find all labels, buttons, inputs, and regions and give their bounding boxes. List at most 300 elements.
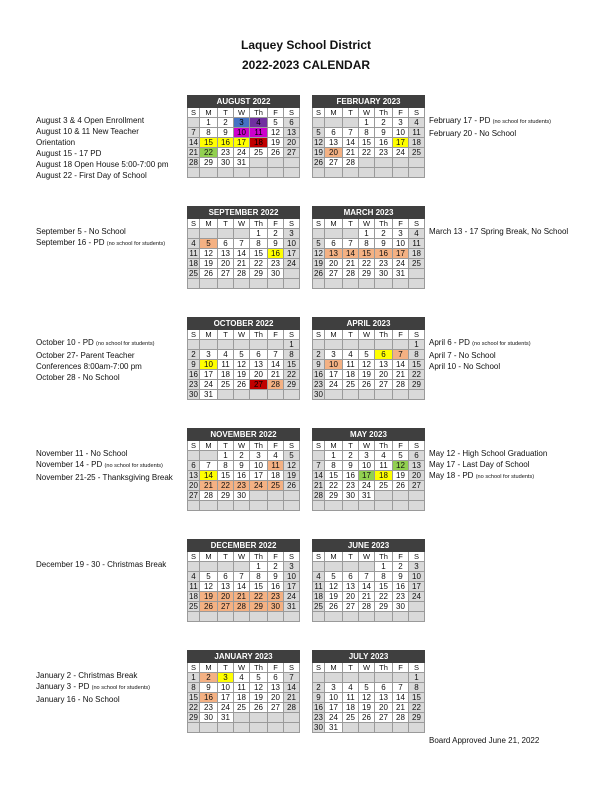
day-cell: 7 [268,350,284,360]
day-cell: 25 [189,268,198,278]
empty-cell [325,501,343,511]
weekday-header: T [343,663,359,673]
day-cell: 30 [393,602,409,612]
day-cell: 15 [359,138,375,148]
day-cell: 27 [409,481,425,491]
day-cell: 5 [250,673,268,683]
day-cell: 21 [234,592,250,602]
empty-cell [343,390,359,400]
weekday-header: F [393,330,409,340]
day-cell: 1 [359,118,375,128]
day-cell: 19 [325,592,343,602]
day-cell: 1 [409,340,425,350]
note-line [36,361,154,372]
day-cell: 16 [314,702,323,712]
calendar-title: 2022-2023 CALENDAR [241,58,371,72]
empty-cell [218,168,234,178]
empty-cell [188,168,200,178]
day-cell: 30 [268,269,284,279]
weekday-header: W [359,108,375,118]
day-cell: 30 [189,389,198,399]
day-cell: 4 [313,572,325,582]
empty-cell [409,279,425,289]
day-cell: 9 [268,572,284,582]
day-cell: 26 [200,602,218,612]
day-cell: 10 [234,128,250,138]
day-cell: 30 [268,602,284,612]
day-cell: 4 [375,451,393,461]
weekday-header: T [218,108,234,118]
day-cell: 27 [325,158,343,168]
day-cell: 27 [268,703,284,713]
note-text: October 10 - PD [36,338,97,347]
weekday-header: S [409,441,425,451]
day-cell: 2 [218,118,234,128]
day-cell: 23 [189,379,198,389]
empty-cell [409,501,425,511]
note-text: November 11 - No School [36,449,128,458]
empty-cell [234,390,250,400]
month-calendar [187,650,300,733]
day-cell: 6 [375,350,393,360]
note-group [36,670,150,705]
weekday-header: T [218,330,234,340]
day-cell: 16 [200,693,218,703]
empty-cell [218,562,234,572]
empty-cell [284,713,300,723]
empty-cell [268,390,284,400]
empty-cell [375,612,393,622]
day-cell: 23 [314,712,323,722]
day-cell: 10 [200,360,218,370]
day-cell: 2 [343,451,359,461]
note-line [36,559,166,570]
weekday-header: Th [375,108,393,118]
empty-cell [375,390,393,400]
empty-cell [250,158,268,168]
day-cell: 21 [200,481,218,491]
day-cell: 21 [189,147,198,157]
empty-cell [200,279,218,289]
note-group [36,115,169,181]
month-calendar [312,95,425,178]
weekday-header: Th [250,441,268,451]
day-cell: 21 [234,259,250,269]
weekday-header: F [393,552,409,562]
weekday-header: F [268,219,284,229]
weekday-header: S [409,219,425,229]
empty-cell [313,562,325,572]
day-cell: 10 [284,239,300,249]
note-line [36,681,150,694]
note-text: August 3 & 4 Open Enrollment [36,116,145,125]
day-cell: 14 [359,582,375,592]
empty-cell [268,168,284,178]
day-cell: 2 [375,118,393,128]
weekday-header: Th [250,108,268,118]
day-cell: 5 [393,451,409,461]
day-cell: 14 [393,693,409,703]
day-cell: 31 [359,491,375,501]
day-cell: 14 [189,137,198,147]
day-cell: 25 [409,148,425,158]
day-cell: 20 [250,370,268,380]
day-cell: 15 [284,360,300,370]
month-calendar [312,206,425,289]
day-cell: 27 [325,269,343,279]
day-cell: 25 [375,481,393,491]
note-text: May 17 - Last Day of School [429,460,530,469]
weekday-header: S [188,330,200,340]
note-line [429,448,547,459]
weekday-header: S [313,552,325,562]
note-text: Orientation [36,138,76,147]
weekday-header: S [284,441,300,451]
day-cell: 29 [218,491,234,501]
day-cell: 28 [343,158,359,168]
note-line [36,115,169,126]
empty-cell [359,673,375,683]
day-cell: 6 [284,118,300,128]
day-cell: 9 [188,360,200,370]
day-cell: 12 [314,248,323,258]
day-cell: 4 [268,451,284,461]
weekday-header: M [325,108,343,118]
day-cell: 11 [343,693,359,703]
weekday-header: S [313,441,325,451]
day-cell: 24 [284,259,300,269]
note-subtext: (no school for students) [106,241,166,247]
empty-cell [268,723,284,733]
note-line [429,115,551,128]
day-cell: 29 [325,491,343,501]
day-cell: 12 [393,461,409,471]
day-cell: 28 [343,269,359,279]
day-cell: 4 [409,118,425,128]
day-cell: 30 [314,722,323,732]
day-cell: 20 [189,480,198,490]
weekday-header: S [188,219,200,229]
day-cell: 11 [409,128,425,138]
day-cell: 4 [234,673,250,683]
empty-cell [250,390,268,400]
day-cell: 31 [393,269,409,279]
empty-cell [284,501,300,511]
day-cell: 28 [393,713,409,723]
day-cell: 2 [200,673,218,683]
day-cell: 8 [284,350,300,360]
day-cell: 19 [250,693,268,703]
empty-cell [343,562,359,572]
weekday-header: M [200,330,218,340]
day-cell: 17 [393,138,409,148]
day-cell: 2 [375,229,393,239]
day-cell: 3 [200,350,218,360]
empty-cell [409,723,425,733]
weekday-header: S [313,219,325,229]
empty-cell [325,118,343,128]
day-cell: 5 [313,128,325,138]
empty-cell [393,158,409,168]
empty-cell [268,340,284,350]
day-cell: 30 [314,389,323,399]
note-line [36,226,165,237]
day-cell: 25 [314,601,323,611]
day-cell: 24 [200,380,218,390]
day-cell: 25 [343,380,359,390]
day-cell: 25 [218,380,234,390]
empty-cell [393,612,409,622]
day-cell: 15 [409,693,425,703]
note-subtext: (no school for students) [475,474,535,480]
empty-cell [409,269,425,279]
day-cell: 28 [359,602,375,612]
day-cell: 13 [375,693,393,703]
weekday-header: W [234,552,250,562]
day-cell: 12 [359,693,375,703]
weekday-header: F [268,441,284,451]
weekday-header: M [325,330,343,340]
day-cell: 25 [250,148,268,158]
note-line [36,694,150,705]
empty-cell [284,158,300,168]
note-text: January 16 - No School [36,695,120,704]
weekday-header: W [234,330,250,340]
day-cell: 6 [218,239,234,249]
day-cell: 16 [234,471,250,481]
note-line [429,128,551,139]
day-cell: 27 [375,380,393,390]
day-cell: 10 [325,360,343,370]
note-line [36,459,173,472]
day-cell: 12 [200,582,218,592]
day-cell: 3 [393,229,409,239]
empty-cell [343,229,359,239]
day-cell: 22 [250,259,268,269]
day-cell: 5 [268,118,284,128]
month-calendar [187,317,300,400]
weekday-header: Th [250,663,268,673]
day-cell: 5 [200,572,218,582]
day-cell: 16 [375,138,393,148]
weekday-header: M [325,441,343,451]
weekday-header: S [284,219,300,229]
weekday-header: M [200,441,218,451]
day-cell: 25 [234,703,250,713]
empty-cell [359,279,375,289]
empty-cell [375,673,393,683]
month-calendar [187,428,300,511]
empty-cell [200,168,218,178]
empty-cell [250,612,268,622]
empty-cell [313,612,325,622]
day-cell: 21 [393,703,409,713]
day-cell: 18 [409,249,425,259]
note-group [36,559,166,570]
weekday-header: F [393,219,409,229]
day-cell: 8 [359,128,375,138]
note-text: April 6 - PD [429,338,473,347]
day-cell: 21 [359,592,375,602]
empty-cell [234,340,250,350]
day-cell: 11 [189,248,198,258]
day-cell: 26 [314,157,323,167]
day-cell: 27 [343,602,359,612]
day-cell: 25 [189,601,198,611]
day-cell: 6 [325,128,343,138]
day-cell: 24 [393,148,409,158]
day-cell: 31 [200,390,218,400]
day-cell: 4 [343,350,359,360]
day-cell: 28 [234,269,250,279]
note-line [429,459,547,470]
day-cell: 25 [343,713,359,723]
day-cell: 12 [268,128,284,138]
day-cell: 19 [314,258,323,268]
day-cell: 28 [393,380,409,390]
empty-cell [218,501,234,511]
note-line [429,735,539,746]
day-cell: 7 [188,128,200,138]
note-text: February 17 - PD [429,116,493,125]
weekday-header: S [313,108,325,118]
day-cell: 2 [393,562,409,572]
day-cell: 18 [375,471,393,481]
day-cell: 10 [218,683,234,693]
day-cell: 26 [234,380,250,390]
day-cell: 8 [188,683,200,693]
empty-cell [393,279,409,289]
day-cell: 11 [268,461,284,471]
day-cell: 6 [188,461,200,471]
empty-cell [234,501,250,511]
day-cell: 3 [359,451,375,461]
day-cell: 3 [409,562,425,572]
day-cell: 1 [200,118,218,128]
day-cell: 27 [250,380,268,390]
day-cell: 1 [188,673,200,683]
empty-cell [313,340,325,350]
empty-cell [234,713,250,723]
day-cell: 8 [325,461,343,471]
day-cell: 9 [343,461,359,471]
day-cell: 4 [218,350,234,360]
day-cell: 9 [393,572,409,582]
empty-cell [375,501,393,511]
day-cell: 4 [250,118,268,128]
weekday-header: W [234,219,250,229]
day-cell: 31 [284,602,300,612]
day-cell: 17 [284,582,300,592]
empty-cell [343,118,359,128]
day-cell: 26 [284,481,300,491]
day-cell: 1 [375,562,393,572]
day-cell: 13 [325,138,343,148]
day-cell: 21 [268,370,284,380]
day-cell: 29 [284,380,300,390]
weekday-header: W [234,441,250,451]
day-cell: 26 [200,269,218,279]
day-cell: 2 [313,350,325,360]
note-line [429,350,531,361]
note-line [36,448,173,459]
day-cell: 5 [313,239,325,249]
note-text: May 12 - High School Graduation [429,449,548,458]
weekday-header: F [268,663,284,673]
empty-cell [375,491,393,501]
empty-cell [313,118,325,128]
note-text: October 27- Parent Teacher [36,351,135,360]
empty-cell [250,279,268,289]
day-cell: 5 [359,683,375,693]
day-cell: 20 [343,592,359,602]
day-cell: 6 [325,239,343,249]
day-cell: 22 [325,481,343,491]
day-cell: 23 [218,148,234,158]
empty-cell [200,562,218,572]
day-cell: 16 [189,369,198,379]
day-cell: 1 [409,673,425,683]
note-text: April 7 - No School [429,351,496,360]
month-calendar [187,95,300,178]
day-cell: 12 [250,683,268,693]
day-cell: 22 [218,481,234,491]
empty-cell [188,562,200,572]
note-group [36,448,173,483]
note-group [36,337,154,383]
day-cell: 22 [359,259,375,269]
empty-cell [409,168,425,178]
empty-cell [284,612,300,622]
weekday-header: F [393,663,409,673]
month-calendar [312,539,425,622]
day-cell: 6 [409,451,425,461]
day-cell: 9 [313,693,325,703]
day-cell: 14 [393,360,409,370]
weekday-header: Th [375,219,393,229]
empty-cell [393,673,409,683]
day-cell: 20 [218,259,234,269]
day-cell: 26 [393,481,409,491]
empty-cell [250,723,268,733]
day-cell: 23 [393,592,409,602]
empty-cell [218,279,234,289]
day-cell: 3 [250,451,268,461]
day-cell: 17 [234,138,250,148]
day-cell: 30 [234,491,250,501]
empty-cell [313,168,325,178]
weekday-header: T [343,330,359,340]
day-cell: 26 [314,268,323,278]
day-cell: 8 [200,128,218,138]
day-cell: 17 [359,471,375,481]
day-cell: 6 [218,572,234,582]
day-cell: 23 [200,703,218,713]
day-cell: 22 [200,148,218,158]
weekday-header: M [200,663,218,673]
day-cell: 13 [268,683,284,693]
day-cell: 13 [218,582,234,592]
empty-cell [313,229,325,239]
day-cell: 19 [359,703,375,713]
weekday-header: F [268,108,284,118]
day-cell: 12 [325,582,343,592]
day-cell: 23 [234,481,250,491]
day-cell: 15 [409,360,425,370]
day-cell: 7 [234,239,250,249]
month-name: JANUARY 2023 [188,651,300,663]
day-cell: 18 [218,370,234,380]
